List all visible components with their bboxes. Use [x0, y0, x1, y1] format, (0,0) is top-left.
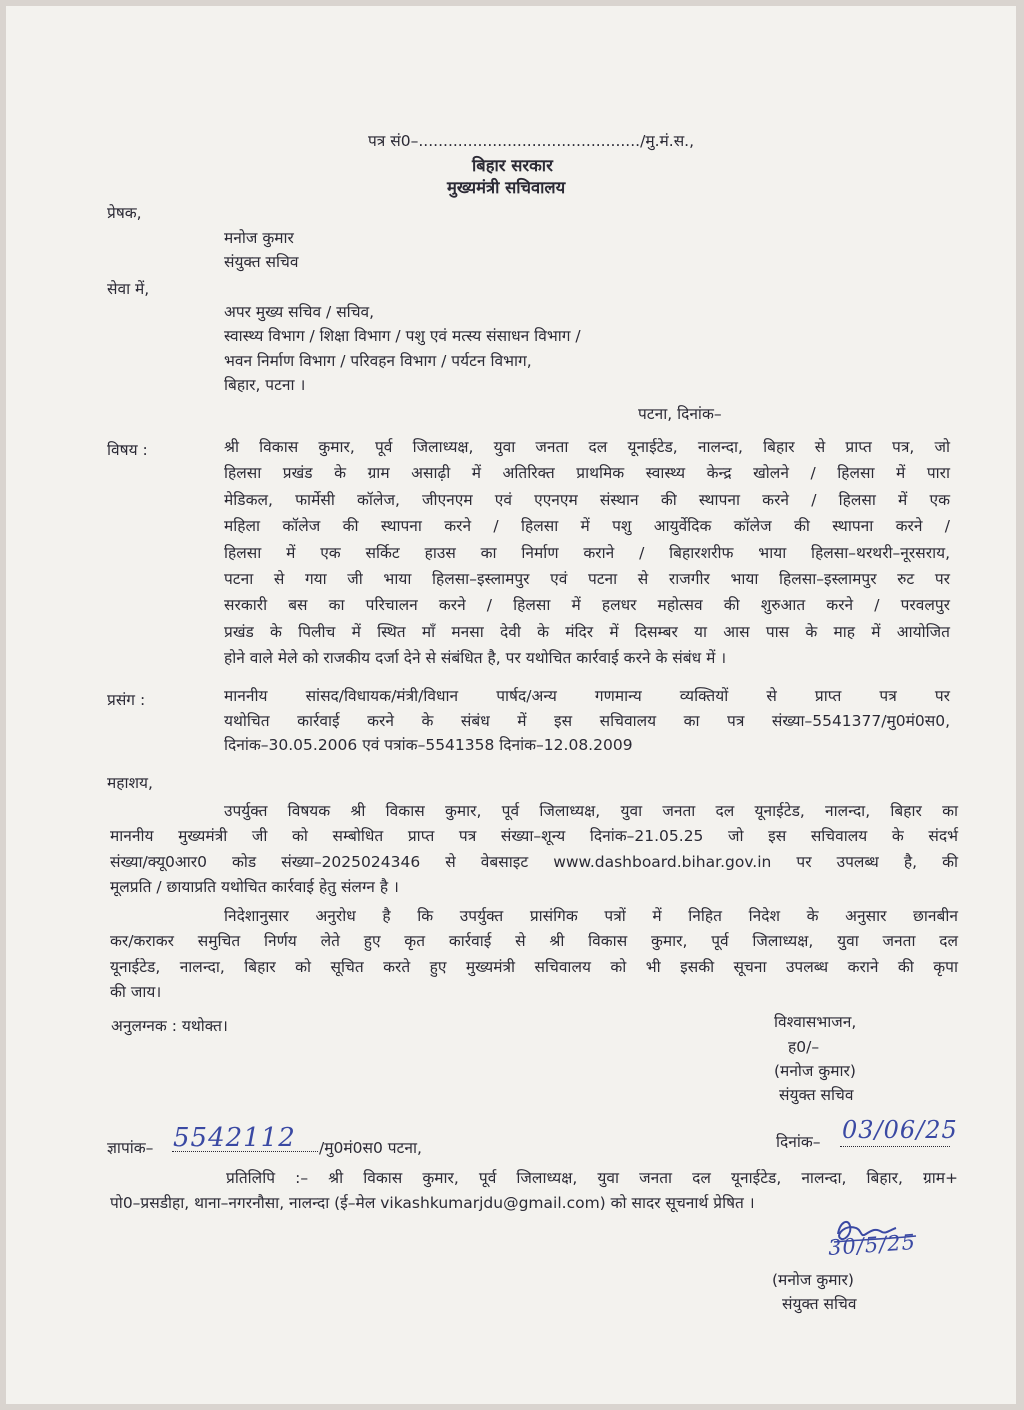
signed-mark: ह0/–	[788, 1038, 820, 1056]
memo-date-underline	[840, 1146, 950, 1147]
memo-suffix: /मु0मं0स0 पटना,	[319, 1139, 422, 1157]
reference-line: माननीय सांसद/विधायक/मंत्री/विधान पार्षद/अन्य गणमान्य व्यक्तियों से प्राप्त पत्र पर	[224, 687, 950, 705]
sender-name: मनोज कुमार	[224, 229, 294, 247]
copy-line: पो0–प्रसडीहा, थाना–नगरनौसा, नालन्दा (ई–मेल vikashkumarjdu@gmail.com) को सादर सूचनार्थ प्रेषित ।	[110, 1194, 755, 1212]
copy-line: प्रतिलिपि :– श्री विकास कुमार, पूर्व जिलाध्यक्ष, युवा जनता दल यूनाईटेड, नालन्दा, बिहार, ग्राम+	[226, 1169, 958, 1187]
copy-to	[110, 1166, 958, 1216]
recipient-line: अपर मुख्य सचिव / सचिव,	[224, 303, 375, 321]
paragraph-line: उपर्युक्त विषयक श्री विकास कुमार, पूर्व जिलाध्यक्ष, युवा जनता दल यूनाईटेड, नालन्दा, बिहार का	[224, 802, 958, 820]
paragraph-2	[110, 904, 958, 1006]
date-line: पटना, दिनांक–	[638, 405, 722, 423]
subject-line: प्रखंड के पिलीच में स्थित माँ मनसा देवी के मंदिर में दिसम्बर या आस पास के माह में आयोजित	[224, 622, 950, 641]
subject-line: हिलसा में एक सर्किट हाउस का निर्माण कराने / बिहारशरीफ भाया हिलसा–थरथरी–नूरसराय,	[224, 543, 950, 562]
final-signer-name: (मनोज कुमार)	[772, 1271, 854, 1289]
subject-line: महिला कॉलेज की स्थापना करने / हिलसा में पशु आयुर्वेदिक कॉलेज की स्थापना करने /	[224, 517, 950, 536]
signer-designation: संयुक्त सचिव	[779, 1086, 854, 1104]
subject-label: विषय :	[107, 441, 148, 459]
paragraph-line: निदेशानुसार अनुरोध है कि उपर्युक्त प्रासंगिक पत्रों में निहित निदेश के अनुसार छानबीन	[224, 907, 958, 925]
subject-line: श्री विकास कुमार, पूर्व जिलाध्यक्ष, युवा जनता दल यूनाईटेड, नालन्दा, बिहार से प्राप्त पत्र, जो	[224, 438, 950, 456]
memo-number: 5542112	[173, 1123, 296, 1153]
subject-line: पटना से गया जी भाया हिलसा–इस्लामपुर एवं पटना से राजगीर भाया हिलसा–इस्लामपुर रुट पर	[224, 569, 950, 588]
salutation: महाशय,	[107, 774, 153, 792]
closing: विश्वासभाजन,	[774, 1013, 857, 1031]
recipient-line: बिहार, पटना ।	[224, 376, 306, 394]
paragraph-line: मूलप्रति / छायाप्रति यथोचित कार्रवाई हेतु संलग्न है ।	[110, 878, 399, 897]
to-label: सेवा में,	[107, 280, 150, 298]
reference-text	[224, 684, 950, 758]
recipient-line: भवन निर्माण विभाग / परिवहन विभाग / पर्यटन विभाग,	[224, 352, 532, 370]
memo-date-label: दिनांक–	[776, 1133, 821, 1151]
government-name: बिहार सरकार	[472, 156, 553, 175]
subject-line: मेडिकल, फार्मेसी कॉलेज, जीएनएम एवं एएनएम संस्थान की स्थापना करने / हिलसा में एक	[224, 490, 950, 509]
paragraph-line: की जाय।	[110, 983, 162, 1002]
sender-designation: संयुक्त सचिव	[224, 253, 299, 271]
paragraph-line: यूनाईटेड, नालन्दा, बिहार को सूचित करते हुए मुख्यमंत्री सचिवालय को भी इसकी सूचना उपलब्ध कराने की कृपा	[110, 957, 958, 976]
reference-line: यथोचित कार्रवाई करने के संबंध में इस सचिवालय का पत्र संख्या–5541377/मु0मं0स0,	[224, 711, 950, 730]
letter-page	[6, 6, 1016, 1404]
sender-label: प्रेषक,	[107, 204, 142, 222]
subject-line: सरकारी बस का परिचालन करने / हिलसा में हलधर महोत्सव की शुरुआत करने / परवलपुर	[224, 596, 950, 615]
reference-label: प्रसंग :	[107, 691, 146, 709]
reference-line: दिनांक–30.05.2006 एवं पत्रांक–5541358 दिनांक–12.08.2009	[224, 736, 633, 754]
subject-line: हिलसा प्रखंड के ग्राम असाढ़ी में अतिरिक्त प्राथमिक स्वास्थ्य केन्द्र खोलने / हिलसा में पारा	[224, 464, 950, 483]
signature-date: 30/5/25	[827, 1229, 917, 1261]
paragraph-1	[110, 799, 958, 901]
paragraph-line: माननीय मुख्यमंत्री जी को सम्बोधित प्राप्त पत्र संख्या–शून्य दिनांक–21.05.25 जो इस सचिवालय के संदर्भ	[110, 827, 958, 846]
memo-prefix: ज्ञापांक–	[107, 1139, 154, 1157]
recipient-line: स्वास्थ्य विभाग / शिक्षा विभाग / पशु एवं मत्स्य संसाधन विभाग /	[224, 327, 581, 345]
signer-name: (मनोज कुमार)	[774, 1062, 856, 1080]
subject-line: होने वाले मेले को राजकीय दर्जा देने से संबंधित है, पर यथोचित कार्रवाई करने के संबंध में ।	[224, 649, 727, 668]
final-signer-designation: संयुक्त सचिव	[782, 1295, 857, 1313]
paragraph-line: संख्या/क्यू0आर0 कोड संख्या–2025024346 से वेबसाइट www.dashboard.bihar.gov.in पर उपलब्ध है, की	[110, 852, 958, 871]
letter-number: पत्र सं0–............................................./मु.मं.स.,	[368, 132, 695, 150]
memo-date: 03/06/25	[842, 1116, 958, 1144]
subject-text	[224, 434, 950, 672]
enclosure-note: अनुलग्नक : यथोक्त।	[111, 1017, 228, 1035]
paragraph-line: कर/कराकर समुचित निर्णय लेते हुए कृत कार्रवाई से श्री विकास कुमार, पूर्व जिलाध्यक्ष, युवा जनता दल	[110, 932, 958, 951]
office-name: मुख्यमंत्री सचिवालय	[447, 178, 566, 197]
